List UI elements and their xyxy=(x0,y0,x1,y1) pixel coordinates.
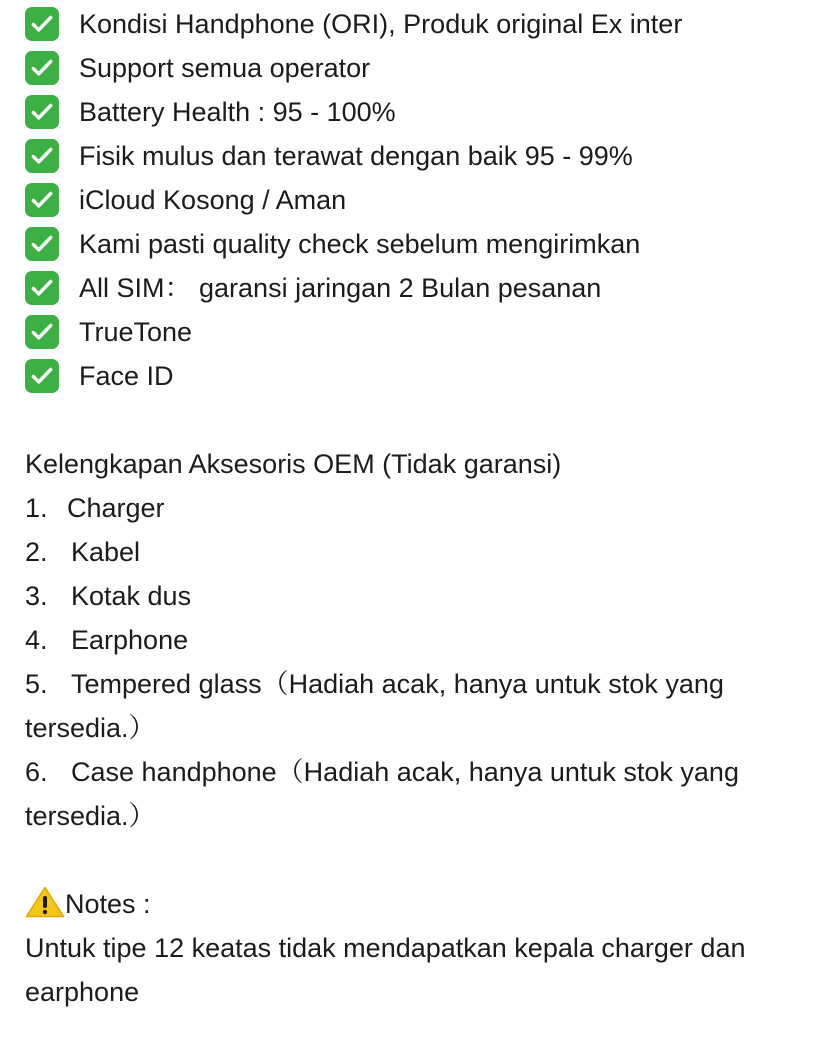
feature-label: Face ID xyxy=(79,361,174,391)
item-number: 3. xyxy=(25,581,48,611)
feature-item xyxy=(25,2,682,46)
accessory-item xyxy=(25,618,188,662)
item-label: Case handphone（Hadiah acak, hanya untuk stok yang tersedia.） xyxy=(25,757,739,831)
check-mark-icon xyxy=(25,139,59,173)
accessories-heading: Kelengkapan Aksesoris OEM (Tidak garansi) xyxy=(25,449,562,479)
item-number: 1. xyxy=(25,493,48,523)
check-mark-icon xyxy=(25,7,59,41)
feature-label: iCloud Kosong / Aman xyxy=(79,185,347,215)
accessory-item xyxy=(25,486,165,530)
item-label: Tempered glass（Hadiah acak, hanya untuk stok yang tersedia.） xyxy=(25,669,724,743)
accessory-item xyxy=(25,574,191,618)
feature-item xyxy=(25,134,633,178)
check-mark-icon xyxy=(25,51,59,85)
notes-title: Notes : xyxy=(65,889,151,919)
check-mark-icon xyxy=(25,315,59,349)
feature-item xyxy=(25,310,192,354)
check-mark-icon xyxy=(25,95,59,129)
item-number: 4. xyxy=(25,625,48,655)
item-label: Earphone xyxy=(71,625,189,655)
check-mark-icon xyxy=(25,227,59,261)
accessory-item xyxy=(25,750,815,838)
feature-item xyxy=(25,354,174,398)
feature-label: All SIM： garansi jaringan 2 Bulan pesanan xyxy=(79,273,602,303)
feature-label: Battery Health : 95 - 100% xyxy=(79,97,396,127)
check-mark-icon xyxy=(25,183,59,217)
feature-label: TrueTone xyxy=(79,317,193,347)
feature-item xyxy=(25,178,346,222)
feature-item xyxy=(25,222,640,266)
item-label: Charger xyxy=(67,493,165,523)
notes-body: Untuk tipe 12 keatas tidak mendapatkan kepala charger dan earphone xyxy=(25,933,746,1007)
item-number: 5. xyxy=(25,669,48,699)
notes-header xyxy=(25,882,151,926)
feature-label: Fisik mulus dan terawat dengan baik 95 - 99% xyxy=(79,141,633,171)
item-label: Kabel xyxy=(71,537,141,567)
feature-label: Kami pasti quality check sebelum mengirimkan xyxy=(79,229,641,259)
feature-item xyxy=(25,266,601,310)
feature-item xyxy=(25,46,370,90)
feature-item xyxy=(25,90,396,134)
accessory-item xyxy=(25,662,815,750)
feature-label: Support semua operator xyxy=(79,53,371,83)
item-number: 6. xyxy=(25,757,48,787)
accessory-item xyxy=(25,530,140,574)
feature-label: Kondisi Handphone (ORI), Produk original Ex inter xyxy=(79,9,683,39)
check-mark-icon xyxy=(25,271,59,305)
item-label: Kotak dus xyxy=(71,581,192,611)
check-mark-icon xyxy=(25,359,59,393)
warning-icon xyxy=(25,886,65,918)
item-number: 2. xyxy=(25,537,48,567)
